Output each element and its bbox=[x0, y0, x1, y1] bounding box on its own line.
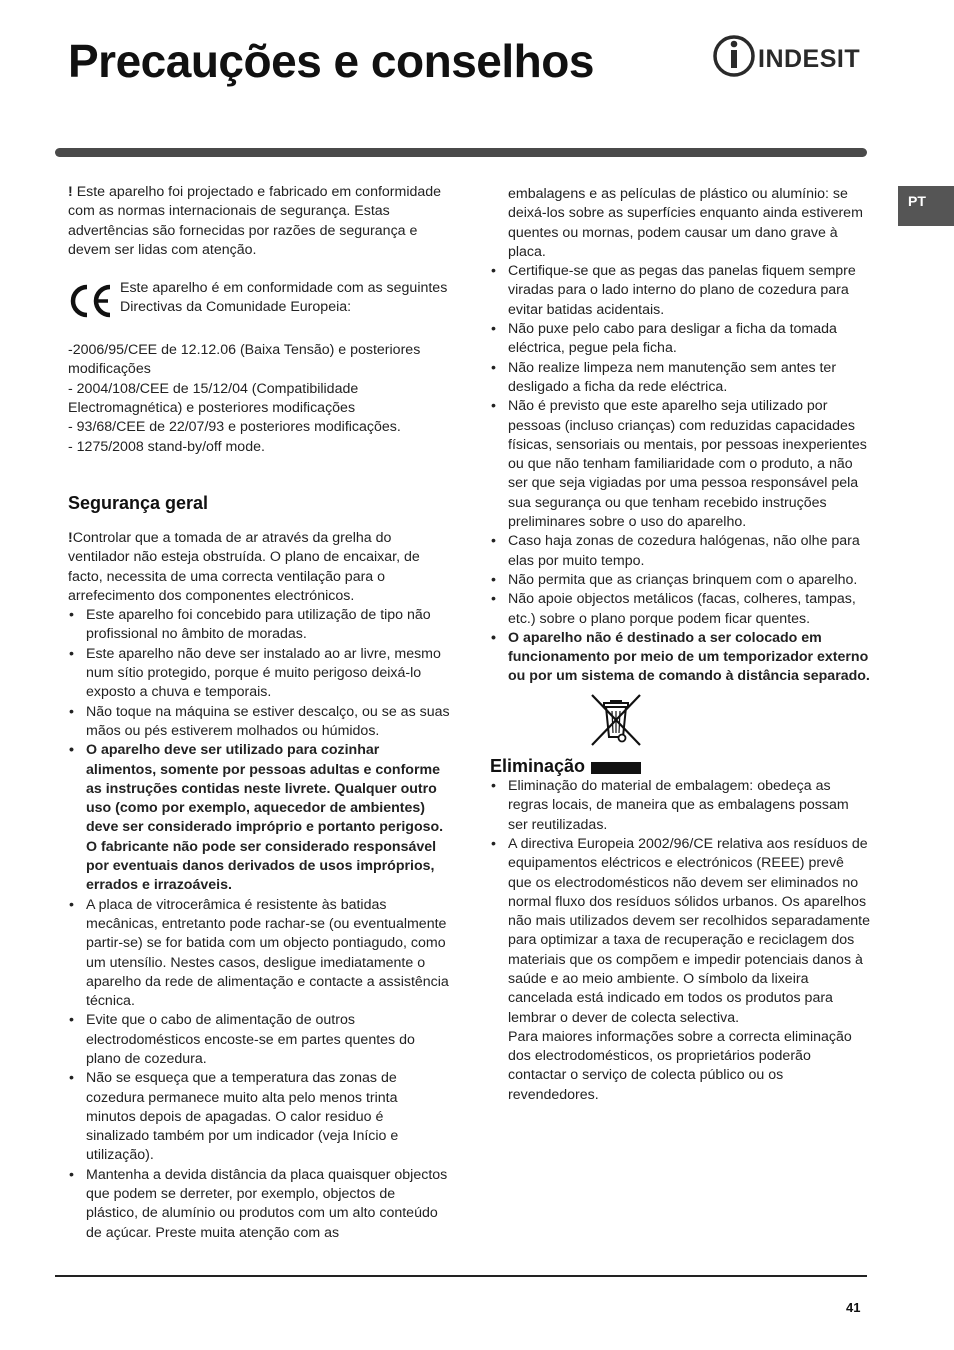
footer-rule bbox=[55, 1275, 867, 1277]
disposal-heading: Eliminação bbox=[490, 756, 586, 777]
disposal-final: Para maiores informações sobre a correcta eliminação dos electrodomésticos, os proprietários poderão contactar o serviço de colecta público ou os revendedores. bbox=[508, 1028, 852, 1103]
disposal-bar bbox=[591, 762, 641, 774]
safety-heading: Segurança geral bbox=[68, 492, 209, 513]
list-item: • O aparelho deve ser utilizado para cozinhar alimentos, somente por pessoas adultas e conforme as instruções contidas neste livrete. Qualquer outro uso (como por exemplo, aquecedor de ambientes) deve ser considerado impróprio e portanto perigoso. O fabricante não pode ser considerado responsável por eventuais danos derivados de usos impróprios, errados e irrazoáveis. bbox=[68, 741, 450, 895]
header-rule bbox=[55, 148, 867, 157]
continued-text: embalagens e as películas de plástico ou alumínio: se deixá-los sobre as superfícies enquanto ainda estiverem quentes ou mornas, podem causar um dano grave à placa. bbox=[508, 186, 863, 260]
list-item: • Não realize limpeza nem manutenção sem antes ter desligado a ficha da rede eléctrica. bbox=[490, 359, 870, 398]
list-item: • A directiva Europeia 2002/96/CE relativa aos resíduos de equipamentos eléctricos e electrónicos (REEE) prevê que os electrodomésticos não devem ser eliminados no normal fluxo dos resíduos sólidos urbanos. Os aparelhos não mais utilizados devem ser recolhidos separadamente para optimizar a taxa de recuperação e reciclagem dos materiais que os compõem e impedir potenciais danos à saúde e ao meio ambiente. O símbolo da lixeira cancelada está indicado em todos os produtos para lembrar o dever de colecta selectiva. bbox=[490, 835, 870, 1028]
directive-item: - 1275/2008 stand-by/off mode. bbox=[68, 438, 265, 455]
crossed-bin-icon bbox=[588, 693, 644, 747]
list-item: • Evite que o cabo de alimentação de outros electrodomésticos encoste-se em partes quentes do plano de cozedura. bbox=[68, 1011, 450, 1069]
list-item: • Não é previsto que este aparelho seja utilizado por pessoas (incluso crianças) com reduzidas capacidades físicas, sensoriais ou mentais, por pessoas inexperientes ou que não tenham familiaridade com o produto, a não ser que seja vigiadas por uma pessoa responsável pela sua segurança ou que tenham recebido instruções preliminares sobre o uso do aparelho. bbox=[490, 397, 870, 532]
disposal-heading-row bbox=[490, 755, 870, 777]
list-item: • Eliminação do material de embalagem: obedeça as regras locais, de maneira que as embalagens possam ser reutilizadas. bbox=[490, 777, 870, 835]
ventilation-text: Controlar que a tomada de ar através da grelha do ventilador não esteja obstruída. O plano de encaixar, de facto, necessita de uma correcta ventilação para o arrefecimento dos componentes electrónicos. bbox=[68, 529, 420, 604]
indesit-logo bbox=[712, 32, 872, 80]
intro-paragraph bbox=[68, 183, 450, 260]
safety-list-continued bbox=[490, 262, 870, 687]
list-item: • Não toque na máquina se estiver descalço, ou se as suas mãos ou pés estiverem molhados ou húmidos. bbox=[68, 703, 450, 742]
directive-item: - 2004/108/CEE de 15/12/04 (Compatibilidade Electromagnética) e posteriores modificações bbox=[68, 380, 359, 417]
page-title: Precauções e conselhos bbox=[68, 35, 594, 87]
directive-item: - 93/68/CEE de 22/07/93 e posteriores modificações. bbox=[68, 419, 401, 436]
directive-item: -2006/95/CEE de 12.12.06 (Baixa Tensão) e posteriores modificações bbox=[68, 342, 421, 378]
list-item: • Não se esqueça que a temperatura das zonas de cozedura permanece muito alta pelo menos trinta minutos depois de apagadas. O calor residuo é sinalizado também por um indicador (veja Início e utilização). bbox=[68, 1069, 450, 1165]
ce-mark-icon bbox=[68, 281, 114, 321]
list-item: • Este aparelho foi concebido para utilização de tipo não profissional no âmbito de moradas. bbox=[68, 606, 450, 645]
safety-list bbox=[68, 606, 450, 1243]
warning-mark: ! bbox=[68, 184, 73, 200]
left-column bbox=[68, 183, 450, 1243]
right-column bbox=[490, 185, 870, 1105]
list-item: • Certifique-se que as pegas das panelas fiquem sempre viradas para o lado interno do plano de cozedura para evitar batidas acidentais. bbox=[490, 262, 870, 320]
ce-text: Este aparelho é em conformidade com as seguintes Directivas da Comunidade Europeia: bbox=[120, 280, 448, 316]
list-item: • Não puxe pelo cabo para desligar a ficha da tomada eléctrica, pegue pela ficha. bbox=[490, 320, 870, 359]
list-item: • Este aparelho não deve ser instalado ao ar livre, mesmo num sítio protegido, porque é muito perigoso deixá-lo exposto a chuva e temporais. bbox=[68, 645, 450, 703]
intro-text: Este aparelho foi projectado e fabricado em conformidade com as normas internacionais de segurança. Estas advertências são fornecidas por razões de segurança e devem ser lidas com atenção. bbox=[68, 184, 442, 258]
language-tab: PT bbox=[898, 186, 954, 226]
directives-list bbox=[68, 341, 450, 457]
list-item: • Não apoie objectos metálicos (facas, colheres, tampas, etc.) sobre o plano porque podem ficar quentes. bbox=[490, 590, 870, 629]
page-number: 41 bbox=[846, 1300, 861, 1315]
list-item: • Caso haja zonas de cozedura halógenas, não olhe para elas por muito tempo. bbox=[490, 532, 870, 571]
list-item: • O aparelho não é destinado a ser colocado em funcionamento por meio de um temporizador externo ou por um sistema de comando à distância separado. bbox=[490, 629, 870, 687]
list-item: • Não permita que as crianças brinquem com o aparelho. bbox=[490, 571, 870, 590]
warning-mark: ! bbox=[68, 529, 73, 546]
list-item: • Mantenha a devida distância da placa quaisquer objectos que podem se derreter, por exemplo, objectos de plástico, de alumínio ou produtos com um alto conteúdo de açúcar. Preste muita atenção com as bbox=[68, 1166, 450, 1243]
disposal-list bbox=[490, 777, 870, 1028]
ce-declaration bbox=[68, 279, 450, 321]
list-item: • A placa de vitrocerâmica é resistente às batidas mecânicas, entretanto pode rachar-se (ou eventualmente partir-se) se for batida com um objecto pontiagudo, como um utensílio. Nestes casos, desligue imediatamente o aparelho da rede de alimentação e contacte a assistência técnica. bbox=[68, 896, 450, 1012]
ventilation-warning bbox=[68, 529, 450, 606]
svg-text:INDESIT: INDESIT bbox=[758, 45, 861, 73]
